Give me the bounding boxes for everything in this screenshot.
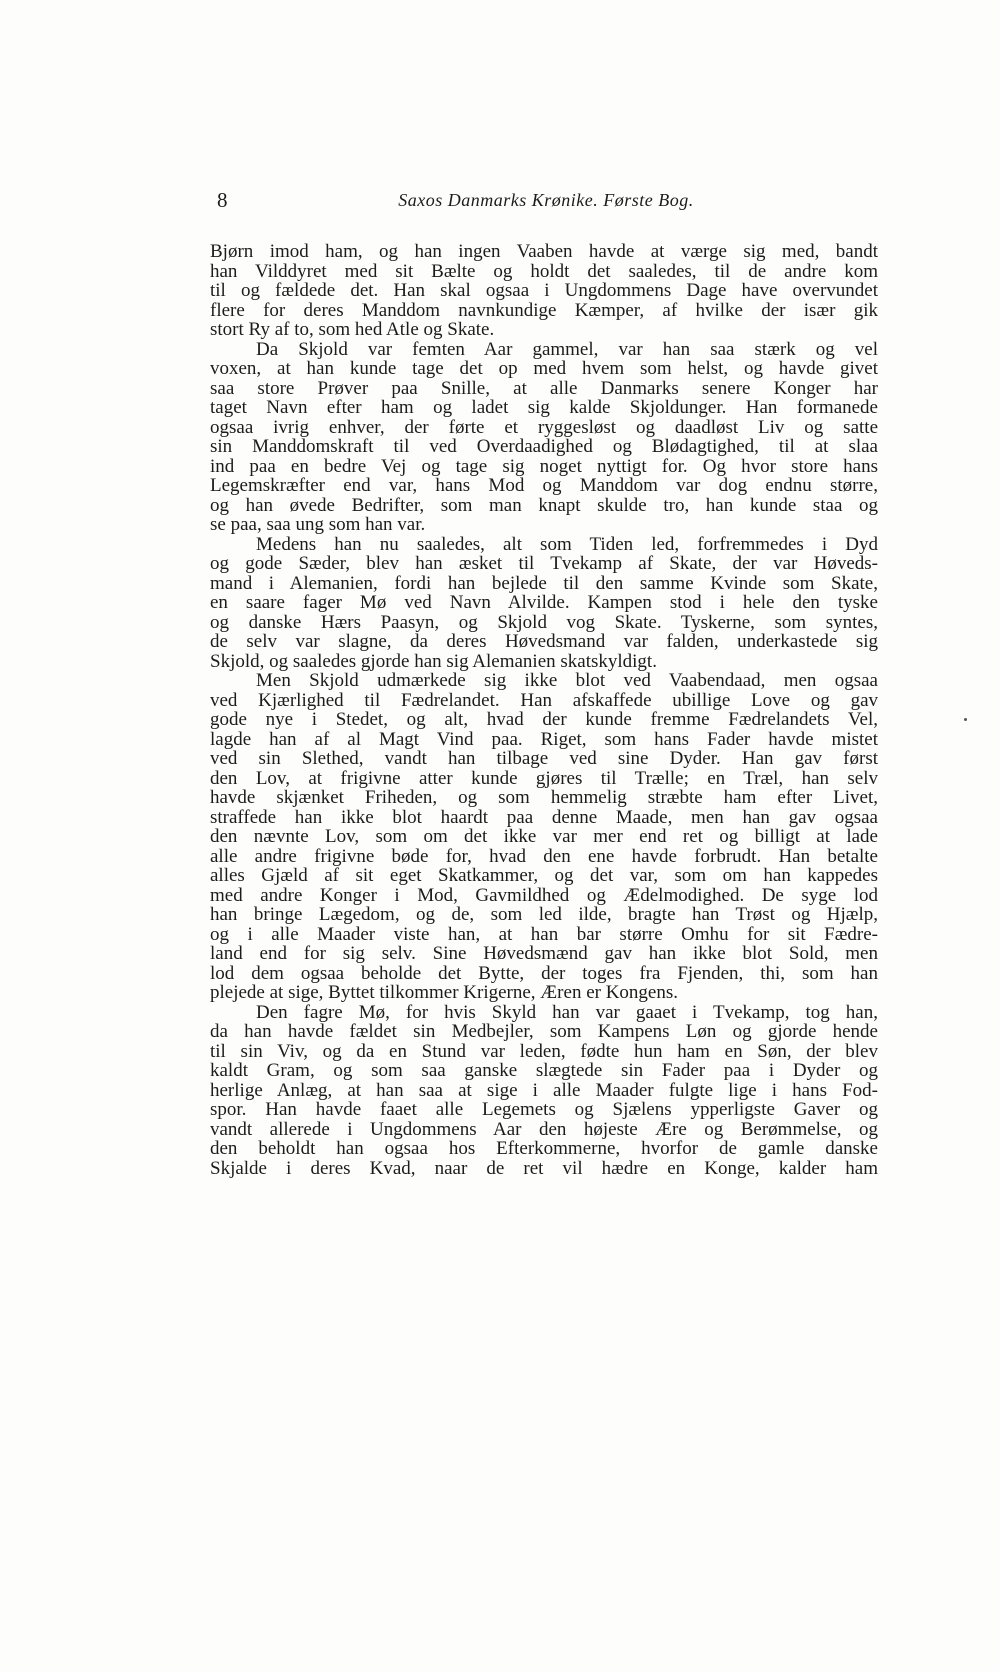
text-line: vandt allerede i Ungdommens Aar den højeste Ære og Berømmelse, og (210, 1119, 878, 1139)
text-line: sin Manddomskraft til ved Overdaadighed og Blødagtighed, til at slaa (210, 437, 878, 457)
text-line: herlige Anlæg, at han saa at sige i alle Maader fulgte lige i hans Fod- (210, 1080, 878, 1100)
text-line: Den fagre Mø, for hvis Skyld han var gaaet i Tvekamp, tog han, (256, 1002, 878, 1022)
text-line: ind paa en bedre Vej og tage sig noget nyttigt for. Og hvor store hans (210, 456, 878, 476)
text-line: den nævnte Lov, som om det ikke var mer end ret og billigt at lade (210, 827, 878, 847)
text-line: gode nye i Stedet, og alt, hvad der kunde fremme Fædrelandets Vel, (210, 710, 878, 730)
text-line: og danske Hærs Paasyn, og Skjold vog Skate. Tyskerne, som syntes, (210, 612, 878, 632)
page-header (217, 188, 875, 218)
running-title: Saxos Danmarks Krønike. Første Bog. (398, 190, 694, 210)
text-line: se paa, saa ung som han var. (210, 515, 426, 535)
text-line: flere for deres Manddom navnkundige Kæmper, af hvilke der især gik (210, 300, 878, 320)
text-line: Legemskræfter end var, hans Mod og Manddom var dog endnu større, (210, 476, 878, 496)
text-line: lod dem ogsaa beholde det Bytte, der toges fra Fjenden, thi, som han (210, 963, 878, 983)
text-line: han Vilddyret med sit Bælte og holdt det saaledes, til de andre kom (210, 261, 878, 281)
text-line: saa store Prøver paa Snille, at alle Danmarks senere Konger har (210, 378, 878, 398)
text-line: da han havde fældet sin Medbejler, som Kampens Løn og gjorde hende (210, 1022, 878, 1042)
text-line: han bringe Lægedom, og de, som led ilde, bragte han Trøst og Hjælp, (210, 905, 878, 925)
text-line: ved sin Slethed, vandt han tilbage ved sine Dyder. Han gav først (210, 749, 878, 769)
text-line: de selv var slagne, da deres Høvedsmand var falden, underkastede sig (210, 632, 878, 652)
text-line: en saare fager Mø ved Navn Alvilde. Kampen stod i hele den tyske (210, 593, 878, 613)
text-line: stort Ry af to, som hed Atle og Skate. (210, 320, 495, 340)
text-line: ved Kjærlighed til Fædrelandet. Han afskaffede ubillige Love og gav (210, 690, 878, 710)
text-line: og han øvede Bedrifter, som man knapt skulde tro, han kunde staa og (210, 495, 878, 515)
text-line: plejede at sige, Byttet tilkommer Krigerne, Æren er Kongens. (210, 983, 679, 1003)
text-line: og gode Sæder, blev han æsket til Tvekamp af Skate, der var Høveds- (210, 554, 878, 574)
text-line: til sin Viv, og da en Stund var leden, fødte hun ham en Søn, der blev (210, 1041, 878, 1061)
text-line: den beholdt han ogsaa hos Efterkommerne, hvorfor de gamle danske (210, 1139, 878, 1159)
text-line: Bjørn imod ham, og han ingen Vaaben havde at værge sig med, bandt (210, 242, 878, 262)
text-line: med andre Konger i Mod, Gavmildhed og Ædelmodighed. De syge lod (210, 885, 878, 905)
text-line: Da Skjold var femten Aar gammel, var han saa stærk og vel (256, 339, 878, 359)
text-line: lagde han af al Magt Vind paa. Riget, som hans Fader havde mistet (210, 729, 878, 749)
text-line: land end for sig selv. Sine Høvedsmænd gav han ikke blot Sold, men (210, 944, 878, 964)
text-line: alles Gjæld af sit eget Skatkammer, og det var, som om han kappedes (210, 866, 878, 886)
text-line: voxen, at han kunde tage det op med hvem som helst, og havde givet (210, 359, 878, 379)
text-line: og i alle Maader viste han, at han bar større Omhu for sit Fædre- (210, 924, 878, 944)
scan-speck (964, 718, 967, 721)
text-line: havde skjænket Friheden, og som hemmelig stræbte ham efter Livet, (210, 788, 878, 808)
text-line: ogsaa ivrig enhver, der førte et ryggesløst og daadløst Liv og satte (210, 417, 878, 437)
text-line: til og fældede det. Han skal ogsaa i Ungdommens Dage have overvundet (210, 281, 878, 301)
text-line: Men Skjold udmærkede sig ikke blot ved Vaabendaad, men ogsaa (256, 671, 878, 691)
text-line: spor. Han havde faaet alle Legemets og Sjælens ypperligste Gaver og (210, 1100, 878, 1120)
text-line: den Lov, at frigivne atter kunde gjøres til Trælle; en Træl, han selv (210, 768, 878, 788)
text-line: kaldt Gram, og som saa ganske slægtede sin Fader paa i Dyder og (210, 1061, 878, 1081)
text-line: straffede han ikke blot haardt paa denne Maade, men han gav ogsaa (210, 807, 878, 827)
text-line: mand i Alemanien, fordi han bejlede til den samme Kvinde som Skate, (210, 573, 878, 593)
page-number: 8 (217, 188, 228, 212)
text-line: Medens han nu saaledes, alt som Tiden led, forfremmedes i Dyd (256, 534, 878, 554)
body-text (210, 242, 878, 1178)
text-line: alle andre frigivne bøde for, hvad den ene havde forbrudt. Han betalte (210, 846, 878, 866)
text-line: taget Navn efter ham og ladet sig kalde Skjoldunger. Han formanede (210, 398, 878, 418)
text-line: Skjalde i deres Kvad, naar de ret vil hædre en Konge, kalder ham (210, 1158, 878, 1178)
text-line: Skjold, og saaledes gjorde han sig Alemanien skatskyldigt. (210, 651, 657, 671)
